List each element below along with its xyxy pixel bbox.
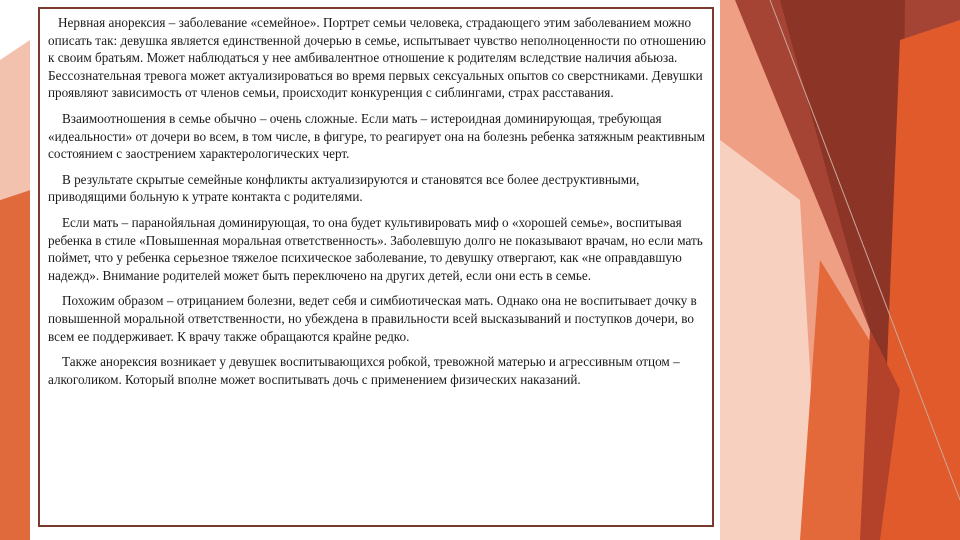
paragraph-timid-mother: Также анорексия возникает у девушек воспитывающихся робкой, тревожной матерью и агрессивным отцом – алкоголиком. Который вполне может воспитывать дочь с применением физических наказаний. — [48, 354, 680, 387]
decor-shape-left-orange — [0, 190, 30, 540]
paragraph-symbiotic-mother: Похожим образом – отрицанием болезни, ведет себя и симбиотическая мать. Однако она не воспитывает дочку в повышенной моральной ответственности, но убеждена в правильности всей высказываний и поступков дочери, во всем ее поддерживает. К врачу также обращаются крайне редко. — [48, 293, 697, 344]
slide-text-box — [38, 7, 714, 527]
paragraph-family-portrait: Нервная анорексия – заболевание «семейное». Портрет семьи человека, страдающего этим заболеванием можно описать так: девушка является единственной дочерью в семье, испытывает чувство неполноценности по отношению к своим братьям. Может наблюдаться у нее амбивалентное отношение к родителям вследствие наличия абьюза. Бессознательная тревога может актуализироваться во время первых сексуальных опытов со сверстниками. Девушки проявляют зависимость от членов семьи, происходит конкуренция с сиблингами, страх расставания. — [48, 15, 706, 101]
paragraph-hidden-conflicts: В результате скрытые семейные конфликты актуализируются и становятся все более деструктивными, приводящими больную к утрате контакта с родителями. — [48, 171, 640, 205]
paragraph-hysteroid-mother: Взаимоотношения в семье обычно – очень сложные. Если мать – истероидная доминирующая, требующая «идеальности» от дочери во всем, в том числе, в фигуре, то реагирует она на болезнь ребенка затяжным реактивным состоянием с заострением характерологических черт. — [48, 110, 705, 162]
decor-shape-left-light — [0, 40, 30, 200]
paragraph-paranoid-mother: Если мать – паранойяльная доминирующая, то она будет культивировать миф о «хорошей семье», воспитывая ребенка в стиле «Повышенная моральная ответственность». Заболевшую долго не показывают врачам, но если мать поймет, что у ребенка серьезное тяжелое психическое заболевание, то девушку отвергают, как «не оправдавшую надежд». Внимание родителей может быть переключено на других детей, если они есть в семье. — [48, 214, 703, 283]
